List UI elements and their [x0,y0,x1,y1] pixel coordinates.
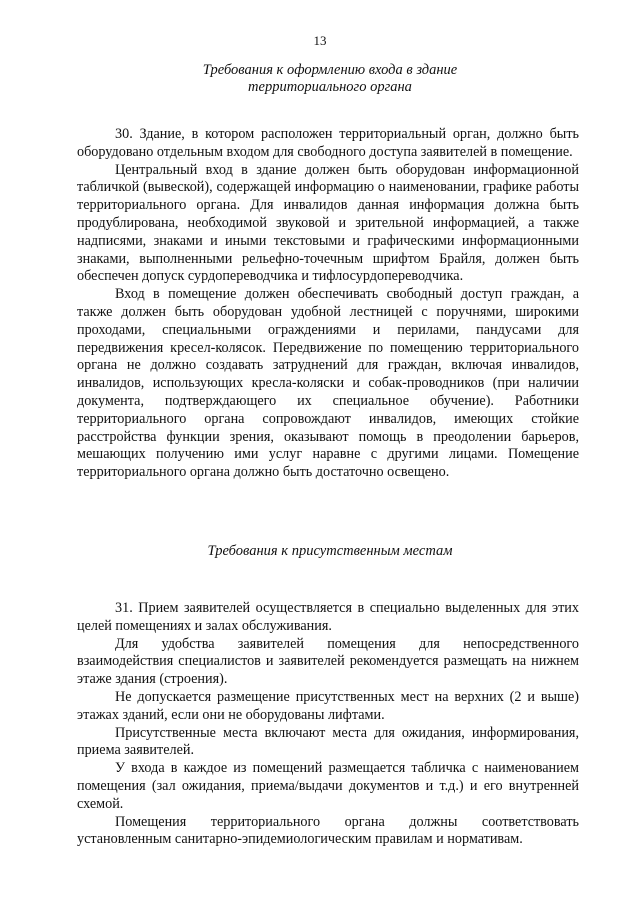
section-entrance-requirements [77,126,579,482]
section-heading-entrance [80,62,580,96]
paragraph: Для удобства заявителей помещения для непосредственного взаимодействия специалистов и заявителей рекомендуется размещать на нижнем этаже здания (строения). [77,635,579,688]
paragraph: У входа в каждое из помещений размещается табличка с наименованием помещения (зал ожидания, приема/выдачи документов и т.д.) и его внутренней схемой. [77,760,579,812]
paragraph: 30. Здание, в котором расположен территориальный орган, должно быть оборудовано отдельным входом для свободного доступа заявителей в помещение. [77,126,579,160]
paragraph: Присутственные места включают места для ожидания, информирования, приема заявителей. [77,724,579,759]
paragraph: Не допускается размещение присутственных мест на верхних (2 и выше) этажах зданий, если они не оборудованы лифтами. [77,688,579,723]
page-number: 13 [313,33,327,48]
section-public-places-requirements [77,600,579,849]
paragraph: Центральный вход в здание должен быть оборудован информационной табличкой (вывеской), содержащей информацию о наименовании, графике работы территориального органа. Для инвалидов данная информация должна быть продублирована, необходимой звуковой и зрительной информацией, а также надписями, знаками и иными текстовыми и графическими информационными знаками, выполненными рельефно-точечным шрифтом Брайля, должен быть обеспечен допуск сурдопереводчика и тифлосурдопереводчика. [77,161,579,285]
heading-line: Требования к оформлению входа в здание [202,62,458,78]
paragraph: Помещения территориального органа должны соответствовать установленным санитарно-эпидемиологическим правилам и нормативам. [77,813,579,848]
heading-line: территориального органа [248,79,412,95]
section-heading-public-places: Требования к присутственным местам [207,543,453,559]
paragraph: 31. Прием заявителей осуществляется в специально выделенных для этих целей помещениях и залах обслуживания. [77,600,579,634]
paragraph: Вход в помещение должен обеспечивать свободный доступ граждан, а также должен быть оборудован удобной лестницей с поручнями, широкими проходами, специальными ограждениями и перилами, пандусами для передвижения кресел-колясок. Передвижение по помещению территориального органа не должно создавать затруднений для граждан, включая инвалидов, инвалидов, использующих кресла-коляски и собак-проводников (при наличии документа, подтверждающего их специальное обучение). Работники территориального органа сопровождают инвалидов, имеющих стойкие расстройства функции зрения, оказывают помощь в преодолении барьеров, мешающих получению ими услуг наравне с другими лицами. Помещение территориального органа должно быть достаточно освещено. [77,286,579,481]
